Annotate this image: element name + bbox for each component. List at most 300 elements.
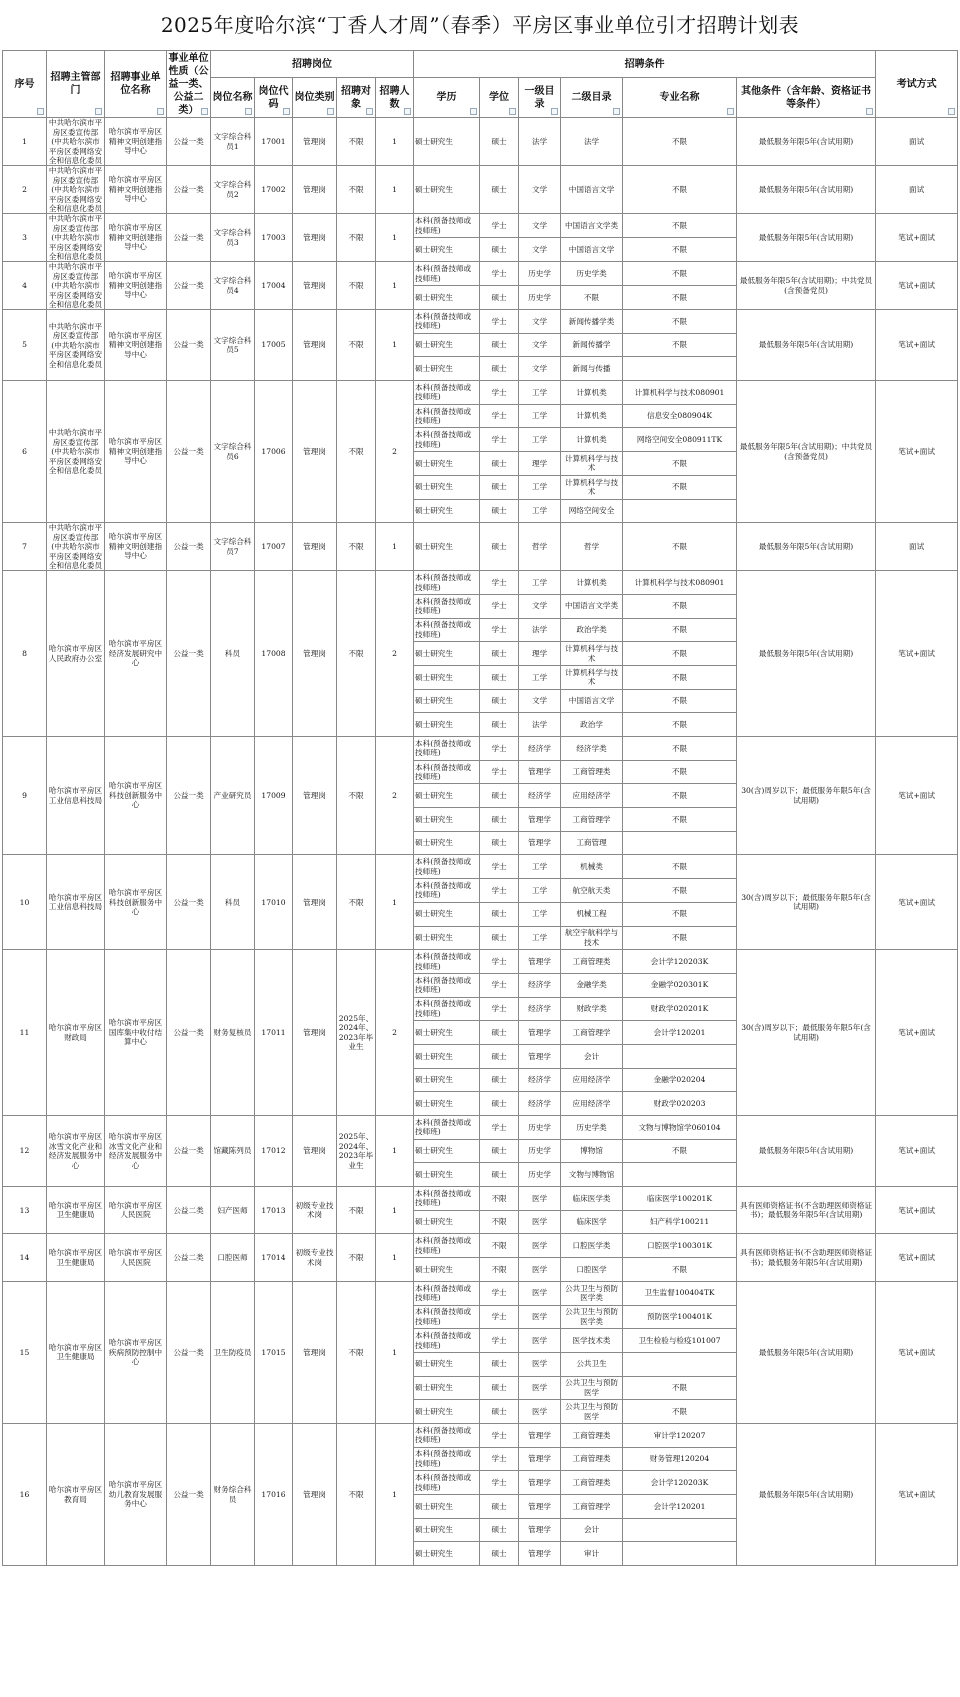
edu-cell: 硕士研究生 <box>414 1518 480 1542</box>
count-cell: 2 <box>376 381 414 523</box>
post-name-cell: 科员 <box>211 855 255 950</box>
cat2-cell: 哲学 <box>561 523 623 571</box>
post-code-cell: 17011 <box>255 950 293 1116</box>
cat2-cell: 历史学类 <box>561 262 623 286</box>
degree-cell: 硕士 <box>480 499 519 523</box>
degree-cell: 学士 <box>480 310 519 334</box>
cat2-cell: 不限 <box>561 286 623 310</box>
cat2-cell: 公共卫生与预防医学类 <box>561 1305 623 1329</box>
edu-cell: 硕士研究生 <box>414 452 480 476</box>
degree-cell: 硕士 <box>480 1542 519 1566</box>
major-cell: 不限 <box>623 333 737 357</box>
exam-cell: 面试 <box>876 166 958 214</box>
unit-cell-cell <box>105 1234 167 1281</box>
cat2-cell: 工商管理 <box>561 831 623 855</box>
unit-cell-cell <box>105 214 167 262</box>
cat2-cell: 中国语言文学 <box>561 689 623 713</box>
major-cell: 不限 <box>623 1400 737 1424</box>
unit-cell: 哈尔滨市平房区国库集中收付结算中心 <box>108 1018 163 1047</box>
degree-cell: 硕士 <box>480 784 519 808</box>
cat1-cell: 医学 <box>519 1187 561 1211</box>
degree-cell: 学士 <box>480 879 519 903</box>
nature-cell: 公益一类 <box>167 737 211 855</box>
major-cell: 不限 <box>623 689 737 713</box>
cat2-cell: 医学技术类 <box>561 1329 623 1353</box>
cat1-cell: 哲学 <box>519 523 561 571</box>
major-cell: 金融学020301K <box>623 973 737 997</box>
degree-cell: 学士 <box>480 1447 519 1471</box>
cat1-cell: 经济学 <box>519 1092 561 1116</box>
major-cell <box>623 1518 737 1542</box>
post-name-cell: 卫生防疫员 <box>211 1281 255 1423</box>
dept-cell: 中共哈尔滨市平房区委宣传部(中共哈尔滨市平房区委网络安全和信息化委员 <box>48 428 103 476</box>
cat2-cell: 中国语言文学 <box>561 238 623 262</box>
major-cell: 不限 <box>623 118 737 166</box>
major-cell: 口腔医学100301K <box>623 1234 737 1258</box>
post-name-cell: 文字综合科员2 <box>211 166 255 214</box>
cat1-cell: 工学 <box>519 665 561 689</box>
target-cell: 不限 <box>337 310 376 381</box>
table-row <box>3 262 958 286</box>
post-type-cell: 管理岗 <box>293 523 337 571</box>
major-cell: 不限 <box>623 594 737 618</box>
major-cell: 不限 <box>623 262 737 286</box>
post-type-cell: 初级专业技术岗 <box>293 1187 337 1234</box>
cat1-cell: 工学 <box>519 879 561 903</box>
edu-cell: 硕士研究生 <box>414 1092 480 1116</box>
major-cell: 不限 <box>623 855 737 879</box>
unit-cell: 哈尔滨市平房区精神文明创建指导中心 <box>108 271 163 300</box>
degree-cell: 硕士 <box>480 1092 519 1116</box>
post-code-cell: 17001 <box>255 118 293 166</box>
degree-cell: 学士 <box>480 404 519 428</box>
header-post-group: 招聘岗位 <box>211 51 414 78</box>
exam-cell: 笔试+面试 <box>876 571 958 737</box>
post-code-cell: 17009 <box>255 737 293 855</box>
unit-cell: 哈尔滨市平房区精神文明创建指导中心 <box>108 330 163 359</box>
cat1-cell: 文学 <box>519 238 561 262</box>
count-cell: 1 <box>376 1423 414 1565</box>
cat2-cell: 中国语言文学 <box>561 166 623 214</box>
dept-cell-cell <box>47 381 105 523</box>
unit-cell-cell <box>105 166 167 214</box>
nature-cell: 公益一类 <box>167 118 211 166</box>
cat1-cell: 文学 <box>519 333 561 357</box>
exam-cell: 笔试+面试 <box>876 1116 958 1187</box>
degree-cell: 学士 <box>480 950 519 974</box>
degree-cell: 学士 <box>480 855 519 879</box>
count-cell: 2 <box>376 737 414 855</box>
cat2-cell: 工商管理学 <box>561 808 623 832</box>
target-cell: 2025年、2024年、2023年毕业生 <box>337 1116 376 1187</box>
degree-cell: 学士 <box>480 1116 519 1140</box>
major-cell: 不限 <box>623 286 737 310</box>
dept-cell-cell <box>47 214 105 262</box>
edu-cell: 硕士研究生 <box>414 1139 480 1163</box>
major-cell: 不限 <box>623 737 737 761</box>
dept-cell: 哈尔滨市平房区教育局 <box>48 1485 103 1504</box>
degree-cell: 学士 <box>480 997 519 1021</box>
cat2-cell: 计算机类 <box>561 381 623 405</box>
cat1-cell: 管理学 <box>519 1495 561 1519</box>
unit-cell: 哈尔滨市平房区经济发展研究中心 <box>108 639 163 668</box>
exam-cell: 笔试+面试 <box>876 1234 958 1281</box>
cat1-cell: 医学 <box>519 1234 561 1258</box>
unit-cell-cell <box>105 310 167 381</box>
post-name-cell: 文字综合科员1 <box>211 118 255 166</box>
major-cell <box>623 499 737 523</box>
cat2-cell: 工商管理学 <box>561 1021 623 1045</box>
cat1-cell: 工学 <box>519 855 561 879</box>
major-cell: 不限 <box>623 452 737 476</box>
edu-cell: 本科(预备技师或技师班) <box>414 997 480 1021</box>
unit-cell-cell <box>105 262 167 310</box>
cat1-cell: 文学 <box>519 357 561 381</box>
header-unit: 招聘事业单位名称 <box>105 51 167 118</box>
cat1-cell: 管理学 <box>519 1423 561 1447</box>
cat2-cell: 计算机类 <box>561 404 623 428</box>
edu-cell: 本科(预备技师或技师班) <box>414 381 480 405</box>
seq-cell: 16 <box>3 1423 47 1565</box>
edu-cell: 本科(预备技师或技师班) <box>414 310 480 334</box>
other-cell: 最低服务年限5年(含试用期) <box>737 571 876 737</box>
post-type-cell: 管理岗 <box>293 855 337 950</box>
cat2-cell: 经济学类 <box>561 737 623 761</box>
dept-cell-cell <box>47 1423 105 1565</box>
nature-cell: 公益一类 <box>167 855 211 950</box>
degree-cell: 硕士 <box>480 357 519 381</box>
degree-cell: 硕士 <box>480 1021 519 1045</box>
dept-cell: 哈尔滨市平房区工业信息科技局 <box>48 786 103 805</box>
dept-cell-cell <box>47 1187 105 1234</box>
dept-cell: 哈尔滨市平房区冰雪文化产业和经济发展服务中心 <box>48 1132 103 1170</box>
unit-cell-cell <box>105 1423 167 1565</box>
post-name-cell: 馆藏陈列员 <box>211 1116 255 1187</box>
nature-cell: 公益一类 <box>167 1281 211 1423</box>
table-body <box>3 118 958 1566</box>
post-code-cell: 17015 <box>255 1281 293 1423</box>
major-cell: 不限 <box>623 879 737 903</box>
post-name-cell: 财务复核员 <box>211 950 255 1116</box>
degree-cell: 不限 <box>480 1187 519 1211</box>
nature-cell: 公益一类 <box>167 571 211 737</box>
major-cell: 不限 <box>623 238 737 262</box>
cat2-cell: 机械工程 <box>561 902 623 926</box>
exam-cell: 笔试+面试 <box>876 855 958 950</box>
unit-cell: 哈尔滨市平房区精神文明创建指导中心 <box>108 223 163 252</box>
cat2-cell: 计算机类 <box>561 428 623 452</box>
major-cell: 不限 <box>623 713 737 737</box>
unit-cell: 哈尔滨市平房区科技创新服务中心 <box>108 888 163 917</box>
post-code-cell: 17002 <box>255 166 293 214</box>
major-cell: 会计学120203K <box>623 950 737 974</box>
edu-cell: 硕士研究生 <box>414 357 480 381</box>
count-cell: 1 <box>376 855 414 950</box>
degree-cell: 硕士 <box>480 1495 519 1519</box>
post-name-cell: 妇产医师 <box>211 1187 255 1234</box>
other-cell: 最低服务年限5年(含试用期) <box>737 214 876 262</box>
major-cell: 不限 <box>623 523 737 571</box>
edu-cell: 硕士研究生 <box>414 902 480 926</box>
other-cell: 最低服务年限5年(含试用期) <box>737 118 876 166</box>
degree-cell: 硕士 <box>480 902 519 926</box>
target-cell: 不限 <box>337 381 376 523</box>
dept-cell-cell <box>47 118 105 166</box>
cat2-cell: 应用经济学 <box>561 784 623 808</box>
cat2-cell: 临床医学类 <box>561 1187 623 1211</box>
major-cell: 会计学120201 <box>623 1495 737 1519</box>
cat2-cell: 临床医学 <box>561 1210 623 1234</box>
post-code-cell: 17007 <box>255 523 293 571</box>
major-cell: 预防医学100401K <box>623 1305 737 1329</box>
header-post-name: 岗位名称 <box>211 78 255 118</box>
exam-cell: 笔试+面试 <box>876 214 958 262</box>
table-row <box>3 523 958 571</box>
degree-cell: 学士 <box>480 428 519 452</box>
degree-cell: 学士 <box>480 1305 519 1329</box>
post-type-cell: 管理岗 <box>293 118 337 166</box>
cat2-cell: 计算机科学与技术 <box>561 642 623 666</box>
cat2-cell: 航空航天类 <box>561 879 623 903</box>
cat2-cell: 公共卫生与预防医学 <box>561 1400 623 1424</box>
seq-cell: 14 <box>3 1234 47 1281</box>
degree-cell: 学士 <box>480 1329 519 1353</box>
seq-cell: 15 <box>3 1281 47 1423</box>
cat1-cell: 历史学 <box>519 1116 561 1140</box>
edu-cell: 硕士研究生 <box>414 642 480 666</box>
unit-cell: 哈尔滨市平房区冰雪文化产业和经济发展服务中心 <box>108 1132 163 1170</box>
cat2-cell: 计算机科学与技术 <box>561 452 623 476</box>
seq-cell: 9 <box>3 737 47 855</box>
header-edu: 学历 <box>414 78 480 118</box>
unit-cell: 哈尔滨市平房区人民医院 <box>108 1200 163 1220</box>
post-type-cell: 管理岗 <box>293 1423 337 1565</box>
dept-cell-cell <box>47 855 105 950</box>
cat1-cell: 医学 <box>519 1329 561 1353</box>
edu-cell: 硕士研究生 <box>414 1376 480 1400</box>
target-cell: 2025年、2024年、2023年毕业生 <box>337 950 376 1116</box>
exam-cell: 笔试+面试 <box>876 1423 958 1565</box>
degree-cell: 硕士 <box>480 689 519 713</box>
other-cell: 最低服务年限5年(含试用期)；中共党员(含预备党员) <box>737 262 876 310</box>
unit-cell-cell <box>105 381 167 523</box>
degree-cell: 硕士 <box>480 831 519 855</box>
dept-cell: 中共哈尔滨市平房区委宣传部(中共哈尔滨市平房区委网络安全和信息化委员 <box>48 166 103 213</box>
edu-cell: 本科(预备技师或技师班) <box>414 879 480 903</box>
degree-cell: 硕士 <box>480 475 519 499</box>
cat1-cell: 文学 <box>519 310 561 334</box>
post-type-cell: 管理岗 <box>293 310 337 381</box>
major-cell: 不限 <box>623 808 737 832</box>
table-row <box>3 571 958 595</box>
header-major: 专业名称 <box>623 78 737 118</box>
nature-cell: 公益二类 <box>167 1234 211 1281</box>
post-code-cell: 17012 <box>255 1116 293 1187</box>
other-cell: 最低服务年限5年(含试用期) <box>737 1281 876 1423</box>
degree-cell: 硕士 <box>480 452 519 476</box>
nature-cell: 公益一类 <box>167 310 211 381</box>
major-cell: 妇产科学100211 <box>623 1210 737 1234</box>
table-row <box>3 166 958 214</box>
cat1-cell: 文学 <box>519 166 561 214</box>
dept-cell: 哈尔滨市平房区财政局 <box>48 1023 103 1042</box>
major-cell: 不限 <box>623 665 737 689</box>
edu-cell: 硕士研究生 <box>414 1542 480 1566</box>
cat2-cell: 口腔医学类 <box>561 1234 623 1258</box>
dept-cell-cell <box>47 1281 105 1423</box>
cat1-cell: 历史学 <box>519 1163 561 1187</box>
major-cell: 不限 <box>623 1139 737 1163</box>
degree-cell: 学士 <box>480 618 519 642</box>
table-row <box>3 855 958 879</box>
other-cell: 最低服务年限5年(含试用期)；中共党员(含预备党员) <box>737 381 876 523</box>
post-type-cell: 管理岗 <box>293 262 337 310</box>
edu-cell: 本科(预备技师或技师班) <box>414 737 480 761</box>
cat1-cell: 法学 <box>519 618 561 642</box>
cat2-cell: 法学 <box>561 118 623 166</box>
cat1-cell: 工学 <box>519 381 561 405</box>
edu-cell: 本科(预备技师或技师班) <box>414 1423 480 1447</box>
degree-cell: 硕士 <box>480 238 519 262</box>
major-cell <box>623 1044 737 1068</box>
other-cell: 最低服务年限5年(含试用期) <box>737 1423 876 1565</box>
major-cell: 审计学120207 <box>623 1423 737 1447</box>
edu-cell: 硕士研究生 <box>414 475 480 499</box>
cat1-cell: 文学 <box>519 594 561 618</box>
edu-cell: 本科(预备技师或技师班) <box>414 571 480 595</box>
exam-cell: 笔试+面试 <box>876 310 958 381</box>
post-code-cell: 17005 <box>255 310 293 381</box>
edu-cell: 硕士研究生 <box>414 1210 480 1234</box>
count-cell: 1 <box>376 262 414 310</box>
cat1-cell: 工学 <box>519 571 561 595</box>
post-code-cell: 17016 <box>255 1423 293 1565</box>
cat2-cell: 工商管理类 <box>561 1447 623 1471</box>
major-cell: 不限 <box>623 760 737 784</box>
edu-cell: 本科(预备技师或技师班) <box>414 1281 480 1305</box>
edu-cell: 硕士研究生 <box>414 1021 480 1045</box>
cat1-cell: 文学 <box>519 689 561 713</box>
post-name-cell: 产业研究员 <box>211 737 255 855</box>
count-cell: 1 <box>376 310 414 381</box>
header-post-code: 岗位代码 <box>255 78 293 118</box>
edu-cell: 硕士研究生 <box>414 1352 480 1376</box>
nature-cell: 公益一类 <box>167 214 211 262</box>
cat1-cell: 管理学 <box>519 831 561 855</box>
degree-cell: 硕士 <box>480 926 519 950</box>
degree-cell: 硕士 <box>480 1139 519 1163</box>
header-post-type: 岗位类别 <box>293 78 337 118</box>
unit-cell: 哈尔滨市平房区精神文明创建指导中心 <box>108 175 163 204</box>
cat2-cell: 网络空间安全 <box>561 499 623 523</box>
other-cell: 最低服务年限5年(含试用期) <box>737 166 876 214</box>
edu-cell: 硕士研究生 <box>414 808 480 832</box>
post-name-cell: 文字综合科员7 <box>211 523 255 571</box>
edu-cell: 硕士研究生 <box>414 665 480 689</box>
cat2-cell: 财政学类 <box>561 997 623 1021</box>
cat1-cell: 历史学 <box>519 1139 561 1163</box>
dept-cell: 中共哈尔滨市平房区委宣传部(中共哈尔滨市平房区委网络安全和信息化委员 <box>48 262 103 309</box>
unit-cell: 哈尔滨市平房区幼儿教育发展服务中心 <box>108 1480 163 1509</box>
edu-cell: 硕士研究生 <box>414 689 480 713</box>
cat1-cell: 医学 <box>519 1281 561 1305</box>
cat1-cell: 管理学 <box>519 1021 561 1045</box>
cat1-cell: 医学 <box>519 1400 561 1424</box>
edu-cell: 硕士研究生 <box>414 523 480 571</box>
cat2-cell: 公共卫生与预防医学类 <box>561 1281 623 1305</box>
edu-cell: 硕士研究生 <box>414 1400 480 1424</box>
edu-cell: 硕士研究生 <box>414 1068 480 1092</box>
cat2-cell: 政治学类 <box>561 618 623 642</box>
cat1-cell: 历史学 <box>519 262 561 286</box>
dept-cell: 哈尔滨市平房区工业信息科技局 <box>48 892 103 912</box>
count-cell: 1 <box>376 523 414 571</box>
table-header <box>3 51 958 118</box>
cat2-cell: 计算机科学与技术 <box>561 665 623 689</box>
cat1-cell: 医学 <box>519 1352 561 1376</box>
degree-cell: 学士 <box>480 737 519 761</box>
degree-cell: 不限 <box>480 1258 519 1282</box>
header-cat2: 二级目录 <box>561 78 623 118</box>
cat2-cell: 博物馆 <box>561 1139 623 1163</box>
edu-cell: 本科(预备技师或技师班) <box>414 1187 480 1211</box>
edu-cell: 硕士研究生 <box>414 926 480 950</box>
major-cell: 财政学020203 <box>623 1092 737 1116</box>
unit-cell-cell <box>105 950 167 1116</box>
degree-cell: 学士 <box>480 1281 519 1305</box>
seq-cell: 3 <box>3 214 47 262</box>
recruitment-table <box>2 50 958 1566</box>
table-row <box>3 1116 958 1140</box>
major-cell <box>623 1163 737 1187</box>
degree-cell: 硕士 <box>480 1400 519 1424</box>
dept-cell-cell <box>47 166 105 214</box>
table-row <box>3 950 958 974</box>
cat1-cell: 工学 <box>519 475 561 499</box>
post-name-cell: 文字综合科员6 <box>211 381 255 523</box>
count-cell: 1 <box>376 1281 414 1423</box>
edu-cell: 本科(预备技师或技师班) <box>414 760 480 784</box>
cat2-cell: 金融学类 <box>561 973 623 997</box>
exam-cell: 笔试+面试 <box>876 1187 958 1234</box>
post-type-cell: 管理岗 <box>293 1281 337 1423</box>
post-code-cell: 17003 <box>255 214 293 262</box>
edu-cell: 本科(预备技师或技师班) <box>414 1305 480 1329</box>
cat2-cell: 计算机类 <box>561 571 623 595</box>
post-type-cell: 管理岗 <box>293 381 337 523</box>
post-name-cell: 科员 <box>211 571 255 737</box>
cat1-cell: 医学 <box>519 1258 561 1282</box>
cat1-cell: 工学 <box>519 902 561 926</box>
major-cell: 不限 <box>623 642 737 666</box>
target-cell: 不限 <box>337 166 376 214</box>
count-cell: 1 <box>376 118 414 166</box>
degree-cell: 硕士 <box>480 808 519 832</box>
exam-cell: 笔试+面试 <box>876 1281 958 1423</box>
post-type-cell: 管理岗 <box>293 166 337 214</box>
edu-cell: 硕士研究生 <box>414 118 480 166</box>
target-cell: 不限 <box>337 1423 376 1565</box>
cat1-cell: 经济学 <box>519 1068 561 1092</box>
cat2-cell: 会计 <box>561 1518 623 1542</box>
count-cell: 1 <box>376 1234 414 1281</box>
dept-cell: 中共哈尔滨市平房区委宣传部(中共哈尔滨市平房区委网络安全和信息化委员 <box>48 214 103 261</box>
cat2-cell: 航空宇航科学与技术 <box>561 926 623 950</box>
unit-cell-cell <box>105 1281 167 1423</box>
target-cell: 不限 <box>337 523 376 571</box>
cat2-cell: 新闻传播学 <box>561 333 623 357</box>
cat1-cell: 历史学 <box>519 286 561 310</box>
